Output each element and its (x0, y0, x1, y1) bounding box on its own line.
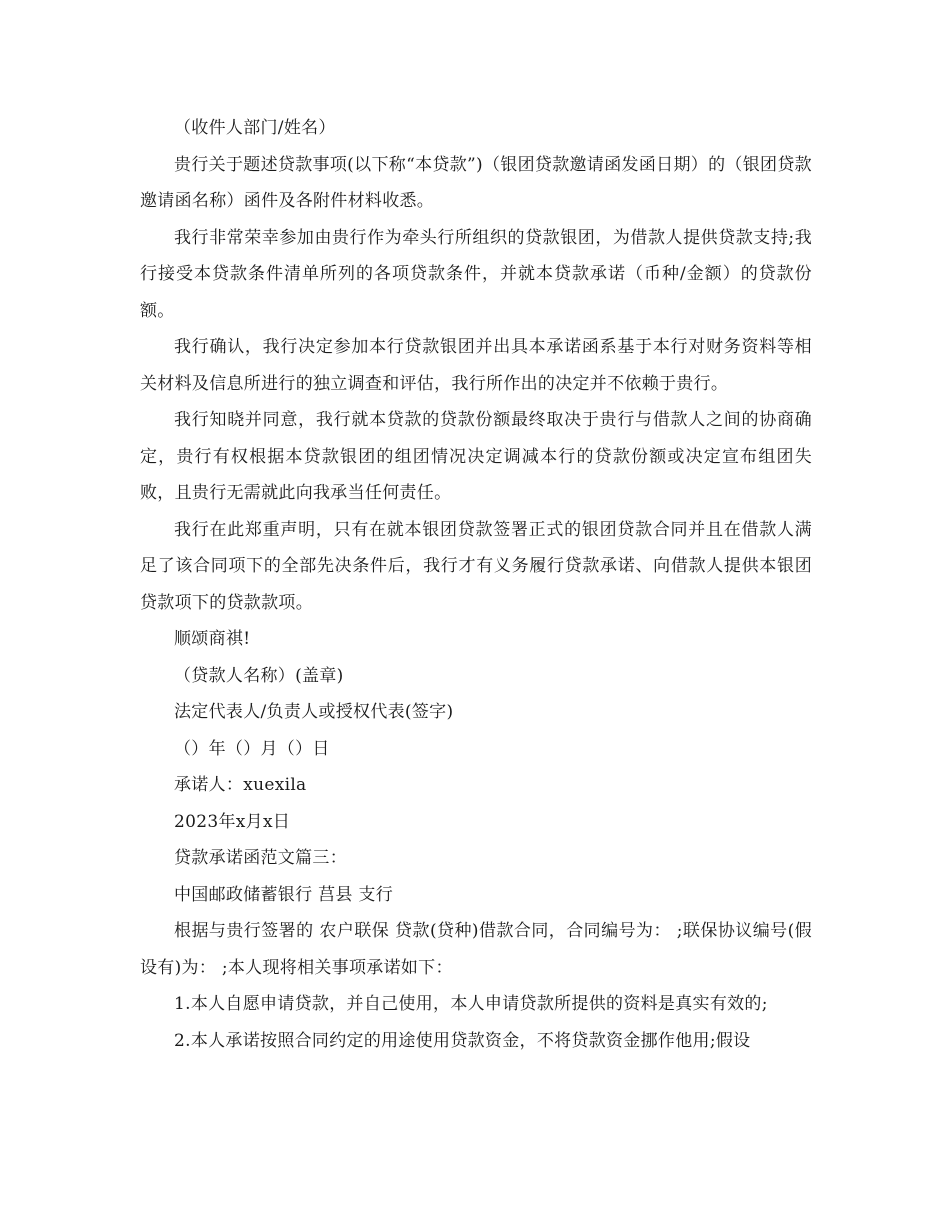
paragraph-declaration: 我行在此郑重声明，只有在就本银团贷款签署正式的银团贷款合同并且在借款人满足了该合同项下的全部先决条件后，我行才有义务履行贷款承诺、向借款人提供本银团贷款项下的贷款款项。 (140, 519, 812, 613)
closing-salutation: 顺颂商祺! (174, 629, 251, 649)
recipient-line: （收件人部门/姓名） (174, 118, 336, 138)
document-page (140, 110, 812, 1059)
paragraph-contract: 根据与贵行签署的 农户联保 贷款(贷种)借款合同，合同编号为： ;联保协议编号(假设有)为： ;本人现将相关事项承诺如下： (140, 921, 812, 978)
paragraph-agreement: 我行知晓并同意，我行就本贷款的贷款份额最终取决于贵行与借款人之间的协商确定，贵行有权根据本贷款银团的组团情况决定调减本行的贷款份额或决定宣布组团失败，且贵行无需就此向我承当任何责任。 (140, 410, 812, 503)
list-item-1: 1.本人自愿申请贷款，并自己使用，本人申请贷款所提供的资料是真实有效的; (174, 994, 768, 1014)
date-placeholder: （）年（）月（）日 (174, 738, 330, 759)
paragraph-confirmation: 我行确认，我行决定参加本行贷款银团并出具本承诺函系基于本行对财务资料等相关材料及信息所进行的独立调查和评估，我行所作出的决定并不依赖于贵行。 (140, 337, 812, 394)
date-line: 2023年x月x日 (174, 811, 291, 832)
list-item-2: 2.本人承诺按照合同约定的用途使用贷款资金，不将贷款资金挪作他用;假设 (174, 1030, 751, 1051)
lender-name-seal: （贷款人名称）(盖章) (174, 665, 344, 686)
section-heading: 贷款承诺函范文篇三： (174, 848, 347, 868)
bank-name: 中国邮政储蓄银行 莒县 支行 (174, 884, 394, 905)
promisor-line: 承诺人：xuexila (174, 775, 307, 795)
representative-signature: 法定代表人/负责人或授权代表(签字) (174, 702, 454, 722)
paragraph-participation: 我行非常荣幸参加由贵行作为牵头行所组织的贷款银团，为借款人提供贷款支持;我行接受本贷款条件清单所列的各项贷款条件，并就本贷款承诺（币种/金额）的贷款份额。 (140, 227, 812, 321)
paragraph-acknowledgement: 贵行关于题述贷款事项(以下称“本贷款”)（银团贷款邀请函发函日期）的（银团贷款邀请函名称）函件及各附件材料收悉。 (140, 154, 812, 211)
